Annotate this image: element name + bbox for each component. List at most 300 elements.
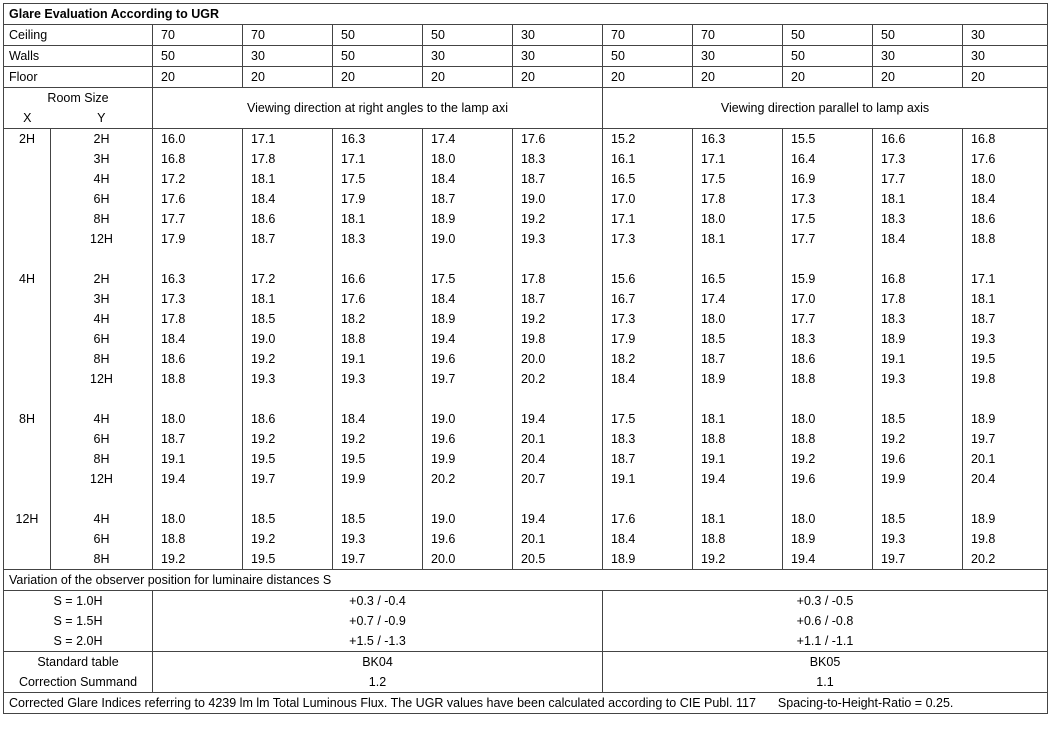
ugr-value: 19.8 [963, 369, 1048, 389]
ugr-value: 17.2 [243, 269, 333, 289]
x-label-empty [4, 169, 51, 189]
y-label: 8H [51, 209, 153, 229]
page-title: Glare Evaluation According to UGR [4, 4, 1048, 25]
y-label: 12H [51, 229, 153, 249]
ugr-value: 17.9 [333, 189, 423, 209]
x-label-empty [4, 209, 51, 229]
ugr-value: 18.3 [783, 329, 873, 349]
ugr-value: 18.7 [603, 449, 693, 469]
ugr-value: 19.3 [873, 529, 963, 549]
ugr-value: 17.4 [693, 289, 783, 309]
header-row-1 [4, 88, 1048, 109]
ugr-value: 19.3 [333, 369, 423, 389]
ugr-value: 18.7 [243, 229, 333, 249]
ugr-value: 18.8 [963, 229, 1048, 249]
y-label: 6H [51, 529, 153, 549]
ugr-value: 17.5 [693, 169, 783, 189]
ugr-value: 18.7 [513, 289, 603, 309]
ceiling-value-5: 30 [513, 25, 603, 46]
data-row [4, 429, 1048, 449]
ugr-value: 19.2 [153, 549, 243, 570]
standard-table-parallel: BK05 [603, 652, 1048, 673]
x-label-empty [4, 289, 51, 309]
ugr-value: 17.3 [153, 289, 243, 309]
reflectance-row-walls [4, 46, 1048, 67]
variation-title: Variation of the observer position for luminaire distances S [4, 570, 1048, 591]
ugr-value: 18.1 [243, 169, 333, 189]
ugr-value: 17.6 [333, 289, 423, 309]
x-label-8h: 8H [4, 409, 51, 429]
ugr-value: 18.3 [513, 149, 603, 169]
y-label: 12H [51, 369, 153, 389]
ugr-value: 20.2 [963, 549, 1048, 570]
ugr-value: 18.5 [243, 309, 333, 329]
y-label: 4H [51, 169, 153, 189]
walls-value-10: 30 [963, 46, 1048, 67]
ugr-value: 20.1 [513, 429, 603, 449]
ugr-value: 19.9 [423, 449, 513, 469]
y-label: 6H [51, 429, 153, 449]
data-row [4, 209, 1048, 229]
variation-right-angles: +0.7 / -0.9 [153, 611, 603, 631]
walls-value-4: 30 [423, 46, 513, 67]
ugr-value: 17.1 [693, 149, 783, 169]
ugr-value: 17.1 [333, 149, 423, 169]
ugr-value: 16.6 [873, 129, 963, 150]
floor-value-2: 20 [243, 67, 333, 88]
x-label-empty [4, 429, 51, 449]
header-room-size: Room Size [4, 88, 153, 109]
ugr-value: 16.7 [603, 289, 693, 309]
floor-value-7: 20 [693, 67, 783, 88]
ugr-value: 20.1 [963, 449, 1048, 469]
x-label-12h: 12H [4, 509, 51, 529]
ceiling-value-8: 50 [783, 25, 873, 46]
ugr-value: 18.4 [603, 529, 693, 549]
ugr-value: 19.5 [333, 449, 423, 469]
ugr-value: 19.1 [693, 449, 783, 469]
ugr-value: 15.6 [603, 269, 693, 289]
y-label: 6H [51, 189, 153, 209]
y-label: 3H [51, 289, 153, 309]
ugr-value: 18.5 [333, 509, 423, 529]
ugr-value: 19.1 [873, 349, 963, 369]
ugr-value: 18.1 [333, 209, 423, 229]
ugr-value: 20.7 [513, 469, 603, 489]
variation-row [4, 631, 1048, 652]
ugr-value: 18.0 [693, 209, 783, 229]
ugr-value: 18.4 [423, 289, 513, 309]
ugr-value: 17.7 [873, 169, 963, 189]
ugr-value: 17.2 [153, 169, 243, 189]
ugr-value: 19.8 [963, 529, 1048, 549]
y-label: 4H [51, 409, 153, 429]
variation-row [4, 611, 1048, 631]
ugr-value: 19.8 [513, 329, 603, 349]
ugr-value: 18.2 [333, 309, 423, 329]
reflectance-row-ceiling [4, 25, 1048, 46]
y-label: 6H [51, 329, 153, 349]
variation-label: S = 1.5H [4, 611, 153, 631]
ugr-value: 18.9 [423, 309, 513, 329]
ugr-value: 19.5 [243, 449, 333, 469]
data-row [4, 289, 1048, 309]
ugr-value: 18.1 [693, 229, 783, 249]
header-direction-right-angles: Viewing direction at right angles to the lamp axi [153, 88, 603, 129]
ugr-value: 16.6 [333, 269, 423, 289]
ugr-table [3, 3, 1048, 714]
ugr-value: 17.3 [603, 309, 693, 329]
data-row [4, 549, 1048, 570]
ugr-value: 17.8 [153, 309, 243, 329]
y-label: 3H [51, 149, 153, 169]
variation-label: S = 2.0H [4, 631, 153, 652]
ugr-value: 16.8 [153, 149, 243, 169]
ugr-value: 18.9 [873, 329, 963, 349]
ugr-value: 18.1 [693, 409, 783, 429]
ugr-value: 16.1 [603, 149, 693, 169]
ugr-value: 18.4 [333, 409, 423, 429]
row-label-walls: Walls [4, 46, 153, 67]
ugr-value: 16.8 [873, 269, 963, 289]
correction-summand-label: Correction Summand [4, 672, 153, 693]
ugr-value: 19.9 [873, 469, 963, 489]
ugr-value: 16.3 [693, 129, 783, 150]
ugr-value: 19.6 [423, 529, 513, 549]
ceiling-value-9: 50 [873, 25, 963, 46]
ugr-value: 19.2 [243, 349, 333, 369]
ugr-value: 18.9 [783, 529, 873, 549]
x-label-empty [4, 529, 51, 549]
ceiling-value-1: 70 [153, 25, 243, 46]
ugr-value: 18.4 [153, 329, 243, 349]
footer-row [4, 693, 1048, 714]
ugr-value: 19.7 [333, 549, 423, 570]
reflectance-row-floor [4, 67, 1048, 88]
ugr-value: 17.8 [243, 149, 333, 169]
data-row [4, 409, 1048, 429]
data-row [4, 469, 1048, 489]
ugr-value: 19.2 [873, 429, 963, 449]
ugr-value: 18.5 [243, 509, 333, 529]
ceiling-value-4: 50 [423, 25, 513, 46]
ugr-value: 18.8 [153, 529, 243, 549]
ugr-value: 17.7 [783, 309, 873, 329]
ugr-value: 17.6 [153, 189, 243, 209]
ugr-value: 20.4 [513, 449, 603, 469]
x-label-empty [4, 149, 51, 169]
ugr-value: 17.3 [603, 229, 693, 249]
variation-parallel: +0.6 / -0.8 [603, 611, 1048, 631]
ugr-value: 16.4 [783, 149, 873, 169]
ugr-value: 18.7 [423, 189, 513, 209]
ugr-value: 18.4 [963, 189, 1048, 209]
ugr-value: 15.5 [783, 129, 873, 150]
ugr-value: 18.0 [963, 169, 1048, 189]
ugr-value: 20.4 [963, 469, 1048, 489]
x-label-empty [4, 189, 51, 209]
ceiling-value-3: 50 [333, 25, 423, 46]
ugr-value: 16.0 [153, 129, 243, 150]
ugr-value: 17.3 [783, 189, 873, 209]
header-x: X [4, 108, 51, 129]
data-row [4, 169, 1048, 189]
ugr-value: 18.4 [873, 229, 963, 249]
x-label-empty [4, 469, 51, 489]
ugr-value: 19.2 [243, 429, 333, 449]
variation-right-angles: +0.3 / -0.4 [153, 591, 603, 612]
ugr-value: 19.4 [783, 549, 873, 570]
ugr-value: 19.6 [873, 449, 963, 469]
ugr-value: 18.1 [963, 289, 1048, 309]
data-row [4, 269, 1048, 289]
ugr-glare-table-page [0, 3, 1050, 753]
ugr-value: 20.2 [513, 369, 603, 389]
ugr-value: 18.0 [783, 509, 873, 529]
floor-value-9: 20 [873, 67, 963, 88]
ugr-value: 17.7 [153, 209, 243, 229]
ugr-value: 17.1 [603, 209, 693, 229]
ugr-value: 19.5 [963, 349, 1048, 369]
data-row [4, 129, 1048, 150]
walls-value-3: 50 [333, 46, 423, 67]
variation-parallel: +1.1 / -1.1 [603, 631, 1048, 652]
ugr-value: 18.9 [693, 369, 783, 389]
x-label-empty [4, 229, 51, 249]
ugr-value: 18.7 [153, 429, 243, 449]
ugr-value: 17.6 [513, 129, 603, 150]
x-label-empty [4, 549, 51, 570]
ugr-value: 17.6 [603, 509, 693, 529]
ugr-value: 17.8 [873, 289, 963, 309]
ugr-value: 19.2 [243, 529, 333, 549]
ugr-value: 18.3 [333, 229, 423, 249]
x-label-empty [4, 369, 51, 389]
y-label: 8H [51, 549, 153, 570]
ceiling-value-2: 70 [243, 25, 333, 46]
data-row [4, 309, 1048, 329]
ugr-value: 19.3 [513, 229, 603, 249]
x-label-empty [4, 349, 51, 369]
y-label: 8H [51, 349, 153, 369]
walls-value-5: 30 [513, 46, 603, 67]
standard-table-row [4, 652, 1048, 673]
ugr-value: 18.0 [423, 149, 513, 169]
ugr-value: 18.5 [693, 329, 783, 349]
correction-summand-row [4, 672, 1048, 693]
header-y: Y [51, 108, 153, 129]
ugr-value: 19.1 [333, 349, 423, 369]
ugr-value: 17.0 [603, 189, 693, 209]
ugr-value: 19.7 [963, 429, 1048, 449]
ugr-value: 17.9 [153, 229, 243, 249]
ugr-value: 16.5 [603, 169, 693, 189]
ugr-value: 18.2 [603, 349, 693, 369]
ugr-value: 19.0 [423, 409, 513, 429]
y-label: 4H [51, 309, 153, 329]
ugr-value: 18.8 [693, 529, 783, 549]
ugr-value: 16.3 [153, 269, 243, 289]
data-row [4, 369, 1048, 389]
ugr-value: 16.3 [333, 129, 423, 150]
standard-table-label: Standard table [4, 652, 153, 673]
floor-value-1: 20 [153, 67, 243, 88]
ugr-value: 19.9 [333, 469, 423, 489]
ugr-value: 18.8 [783, 429, 873, 449]
data-row [4, 189, 1048, 209]
ugr-value: 19.4 [513, 409, 603, 429]
ugr-value: 17.8 [693, 189, 783, 209]
ceiling-value-10: 30 [963, 25, 1048, 46]
ugr-value: 19.2 [513, 309, 603, 329]
section-spacer [4, 389, 1048, 409]
ceiling-value-6: 70 [603, 25, 693, 46]
ugr-value: 17.5 [603, 409, 693, 429]
ugr-value: 20.5 [513, 549, 603, 570]
ugr-value: 19.4 [153, 469, 243, 489]
row-label-ceiling: Ceiling [4, 25, 153, 46]
ugr-value: 19.4 [513, 509, 603, 529]
ugr-value: 18.8 [153, 369, 243, 389]
ugr-value: 18.4 [243, 189, 333, 209]
x-label-2h: 2H [4, 129, 51, 150]
ugr-value: 20.2 [423, 469, 513, 489]
ugr-value: 18.6 [243, 209, 333, 229]
ugr-value: 18.6 [243, 409, 333, 429]
ugr-value: 20.0 [513, 349, 603, 369]
ugr-value: 18.3 [603, 429, 693, 449]
ugr-value: 18.7 [693, 349, 783, 369]
ugr-value: 18.1 [243, 289, 333, 309]
data-row [4, 509, 1048, 529]
ugr-value: 18.8 [783, 369, 873, 389]
floor-value-6: 20 [603, 67, 693, 88]
walls-value-6: 50 [603, 46, 693, 67]
ugr-value: 18.8 [693, 429, 783, 449]
standard-table-right-angles: BK04 [153, 652, 603, 673]
ugr-value: 17.3 [873, 149, 963, 169]
ugr-value: 19.3 [963, 329, 1048, 349]
walls-value-8: 50 [783, 46, 873, 67]
ceiling-value-7: 70 [693, 25, 783, 46]
ugr-value: 19.3 [873, 369, 963, 389]
ugr-value: 17.9 [603, 329, 693, 349]
ugr-value: 19.0 [423, 509, 513, 529]
data-row [4, 329, 1048, 349]
floor-value-5: 20 [513, 67, 603, 88]
ugr-value: 18.1 [873, 189, 963, 209]
data-row [4, 149, 1048, 169]
x-label-empty [4, 309, 51, 329]
ugr-value: 20.0 [423, 549, 513, 570]
y-label: 4H [51, 509, 153, 529]
ugr-value: 20.1 [513, 529, 603, 549]
floor-value-3: 20 [333, 67, 423, 88]
ugr-value: 15.2 [603, 129, 693, 150]
variation-title-row [4, 570, 1048, 591]
data-row [4, 449, 1048, 469]
y-label: 8H [51, 449, 153, 469]
ugr-value: 18.9 [603, 549, 693, 570]
ugr-value: 17.5 [423, 269, 513, 289]
ugr-value: 19.4 [693, 469, 783, 489]
ugr-value: 18.0 [153, 409, 243, 429]
ugr-value: 19.4 [423, 329, 513, 349]
x-label-empty [4, 449, 51, 469]
ugr-value: 17.4 [423, 129, 513, 150]
ugr-value: 19.1 [603, 469, 693, 489]
ugr-value: 18.8 [333, 329, 423, 349]
ugr-value: 19.0 [513, 189, 603, 209]
variation-right-angles: +1.5 / -1.3 [153, 631, 603, 652]
floor-value-4: 20 [423, 67, 513, 88]
variation-label: S = 1.0H [4, 591, 153, 612]
y-label: 12H [51, 469, 153, 489]
walls-value-1: 50 [153, 46, 243, 67]
ugr-value: 16.8 [963, 129, 1048, 150]
data-row [4, 349, 1048, 369]
ugr-value: 19.2 [783, 449, 873, 469]
ugr-value: 18.6 [963, 209, 1048, 229]
ugr-value: 19.6 [423, 429, 513, 449]
ugr-value: 18.0 [153, 509, 243, 529]
ugr-value: 17.5 [333, 169, 423, 189]
ugr-value: 18.1 [693, 509, 783, 529]
ugr-value: 19.3 [333, 529, 423, 549]
y-label: 2H [51, 129, 153, 150]
ugr-value: 17.0 [783, 289, 873, 309]
ugr-value: 18.6 [153, 349, 243, 369]
variation-parallel: +0.3 / -0.5 [603, 591, 1048, 612]
ugr-value: 19.5 [243, 549, 333, 570]
ugr-value: 19.2 [333, 429, 423, 449]
ugr-value: 19.0 [423, 229, 513, 249]
walls-value-7: 30 [693, 46, 783, 67]
ugr-value: 18.5 [873, 509, 963, 529]
ugr-value: 19.7 [243, 469, 333, 489]
ugr-value: 19.6 [423, 349, 513, 369]
footer-text: Corrected Glare Indices referring to 4239 lm lm Total Luminous Flux. The UGR values have been calculated according to CIE Publ. 117 [9, 696, 756, 710]
section-spacer [4, 489, 1048, 509]
ugr-value: 17.7 [783, 229, 873, 249]
ugr-value: 18.3 [873, 209, 963, 229]
ugr-value: 18.4 [603, 369, 693, 389]
ugr-value: 19.7 [423, 369, 513, 389]
ugr-value: 19.3 [243, 369, 333, 389]
x-label-4h: 4H [4, 269, 51, 289]
ugr-value: 18.9 [963, 409, 1048, 429]
data-row [4, 529, 1048, 549]
ugr-value: 15.9 [783, 269, 873, 289]
ugr-value: 18.0 [783, 409, 873, 429]
header-direction-parallel: Viewing direction parallel to lamp axis [603, 88, 1048, 129]
ugr-value: 19.0 [243, 329, 333, 349]
ugr-value: 18.7 [963, 309, 1048, 329]
ugr-value: 18.7 [513, 169, 603, 189]
ugr-value: 17.5 [783, 209, 873, 229]
variation-row [4, 591, 1048, 612]
ugr-value: 18.5 [873, 409, 963, 429]
walls-value-2: 30 [243, 46, 333, 67]
correction-summand-parallel: 1.1 [603, 672, 1048, 693]
correction-summand-right-angles: 1.2 [153, 672, 603, 693]
x-label-empty [4, 329, 51, 349]
footer-note: Spacing-to-Height-Ratio = 0.25. [777, 696, 954, 710]
ugr-value: 17.8 [513, 269, 603, 289]
walls-value-9: 30 [873, 46, 963, 67]
ugr-value: 18.3 [873, 309, 963, 329]
floor-value-10: 20 [963, 67, 1048, 88]
